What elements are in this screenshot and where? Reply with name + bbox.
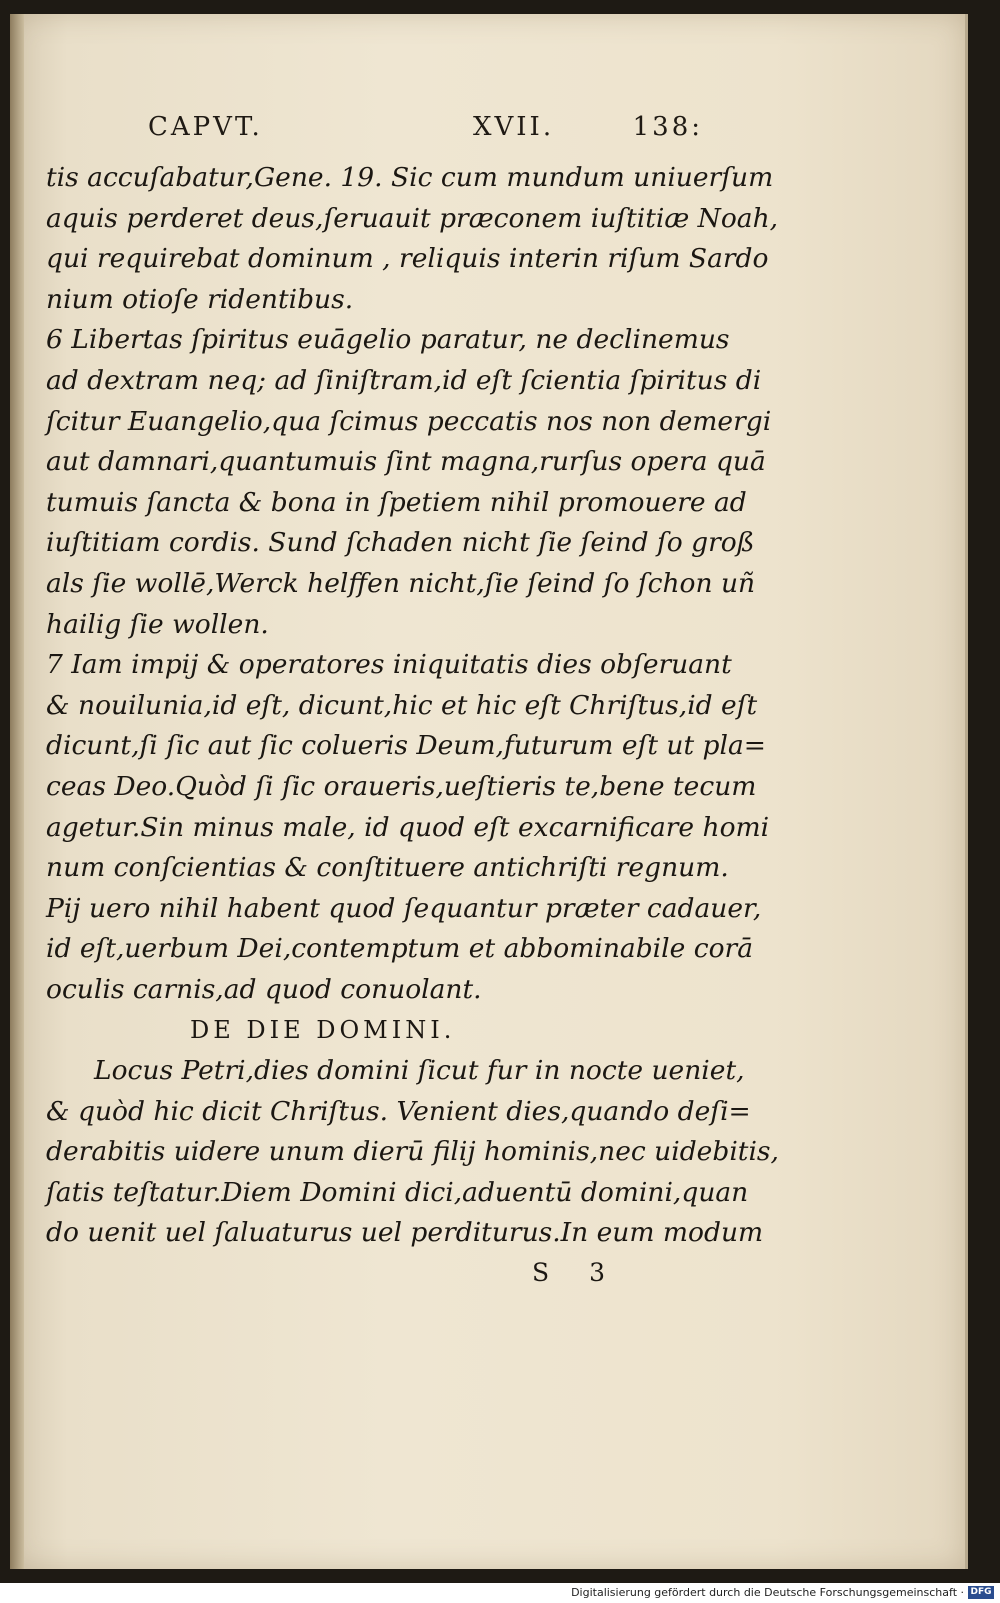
text-line: agetur.Sin minus male, id quod eſt excarnificare homi xyxy=(46,811,770,843)
text-line: ſatis teſtatur.Diem Domini dici,aduentū domini,quan xyxy=(46,1176,749,1208)
text-line: tis accuſabatur,Gene. 19. Sic cum mundum uniuerſum xyxy=(46,162,774,193)
text-line: dicunt,ſi ſic aut ſic colueris Deum,futurum eſt ut pla= xyxy=(46,730,766,762)
text-line: id eſt,uerbum Dei,contemptum et abbominabile corā xyxy=(46,933,753,965)
text-line: aquis perderet deus,ſeruauit præconem iuſtitiæ Noah, xyxy=(46,202,779,234)
text-line: ad dextram neq; ad ſiniſtram,id eſt ſcientia ſpiritus di xyxy=(46,364,762,396)
text-line: ſcitur Euangelio,qua ſcimus peccatis nos non demergi xyxy=(46,405,772,437)
text-line: Locus Petri,dies domini ſicut fur in nocte ueniet, xyxy=(94,1055,745,1087)
running-head-chapter-number: XVII. xyxy=(473,112,555,142)
text-line: aut damnari,quantumuis ſint magna,rurſus opera quā xyxy=(46,446,766,478)
text-line: & quòd hic dicit Chriſtus. Venient dies,quando deſi= xyxy=(46,1095,751,1127)
text-line: qui requirebat dominum , reliquis interin riſum Sardo xyxy=(46,243,769,275)
page-gutter xyxy=(10,14,24,1569)
text-line: nium otioſe ridentibus. xyxy=(46,283,354,315)
footer-credit: Digitalisierung gefördert durch die Deutsche Forschungsgemeinschaft · xyxy=(571,1586,964,1599)
dfg-logo: DFG xyxy=(968,1586,994,1599)
text-line: tumuis ſancta & bona in ſpetiem nihil promouere ad xyxy=(46,486,747,518)
text-line: oculis carnis,ad quod conuolant. xyxy=(46,973,482,1005)
digitization-footer xyxy=(0,1583,1000,1603)
signature-mark: S 3 xyxy=(532,1258,621,1287)
page-number: 138: xyxy=(632,112,703,142)
text-line: 6 Libertas ſpiritus euāgelio paratur, ne declinemus xyxy=(46,324,730,356)
text-line: derabitis uidere unum dierū filij hominis,nec uidebitis, xyxy=(46,1136,779,1168)
text-line: hailig ſie wollen. xyxy=(46,608,269,640)
running-head-chapter: CAPVT. xyxy=(148,112,263,142)
text-line: do uenit uel ſaluaturus uel perditurus.In eum modum xyxy=(46,1217,764,1249)
section-heading: DE DIE DOMINI. xyxy=(190,1016,456,1045)
text-line: Pij uero nihil habent quod ſequantur præter cadauer, xyxy=(46,892,762,924)
text-line: num conſcientias & conſtituere antichriſti regnum. xyxy=(46,852,729,884)
body-text xyxy=(46,158,779,1254)
text-line: & nouilunia,id eſt, dicunt,hic et hic eſt Chriſtus,id eſt xyxy=(46,689,758,721)
running-head xyxy=(148,112,703,152)
text-line: iuſtitiam cordis. Sund ſchaden nicht ſie ſeind ſo groß xyxy=(46,527,755,559)
text-line: als ſie wollē,Werck helffen nicht,ſie ſeind ſo ſchon uñ xyxy=(46,567,756,599)
text-line: ceas Deo.Quòd ſi ſic oraueris,ueſtieris te,bene tecum xyxy=(46,770,757,802)
text-line: 7 Iam impij & operatores iniquitatis dies obſeruant xyxy=(46,649,732,681)
